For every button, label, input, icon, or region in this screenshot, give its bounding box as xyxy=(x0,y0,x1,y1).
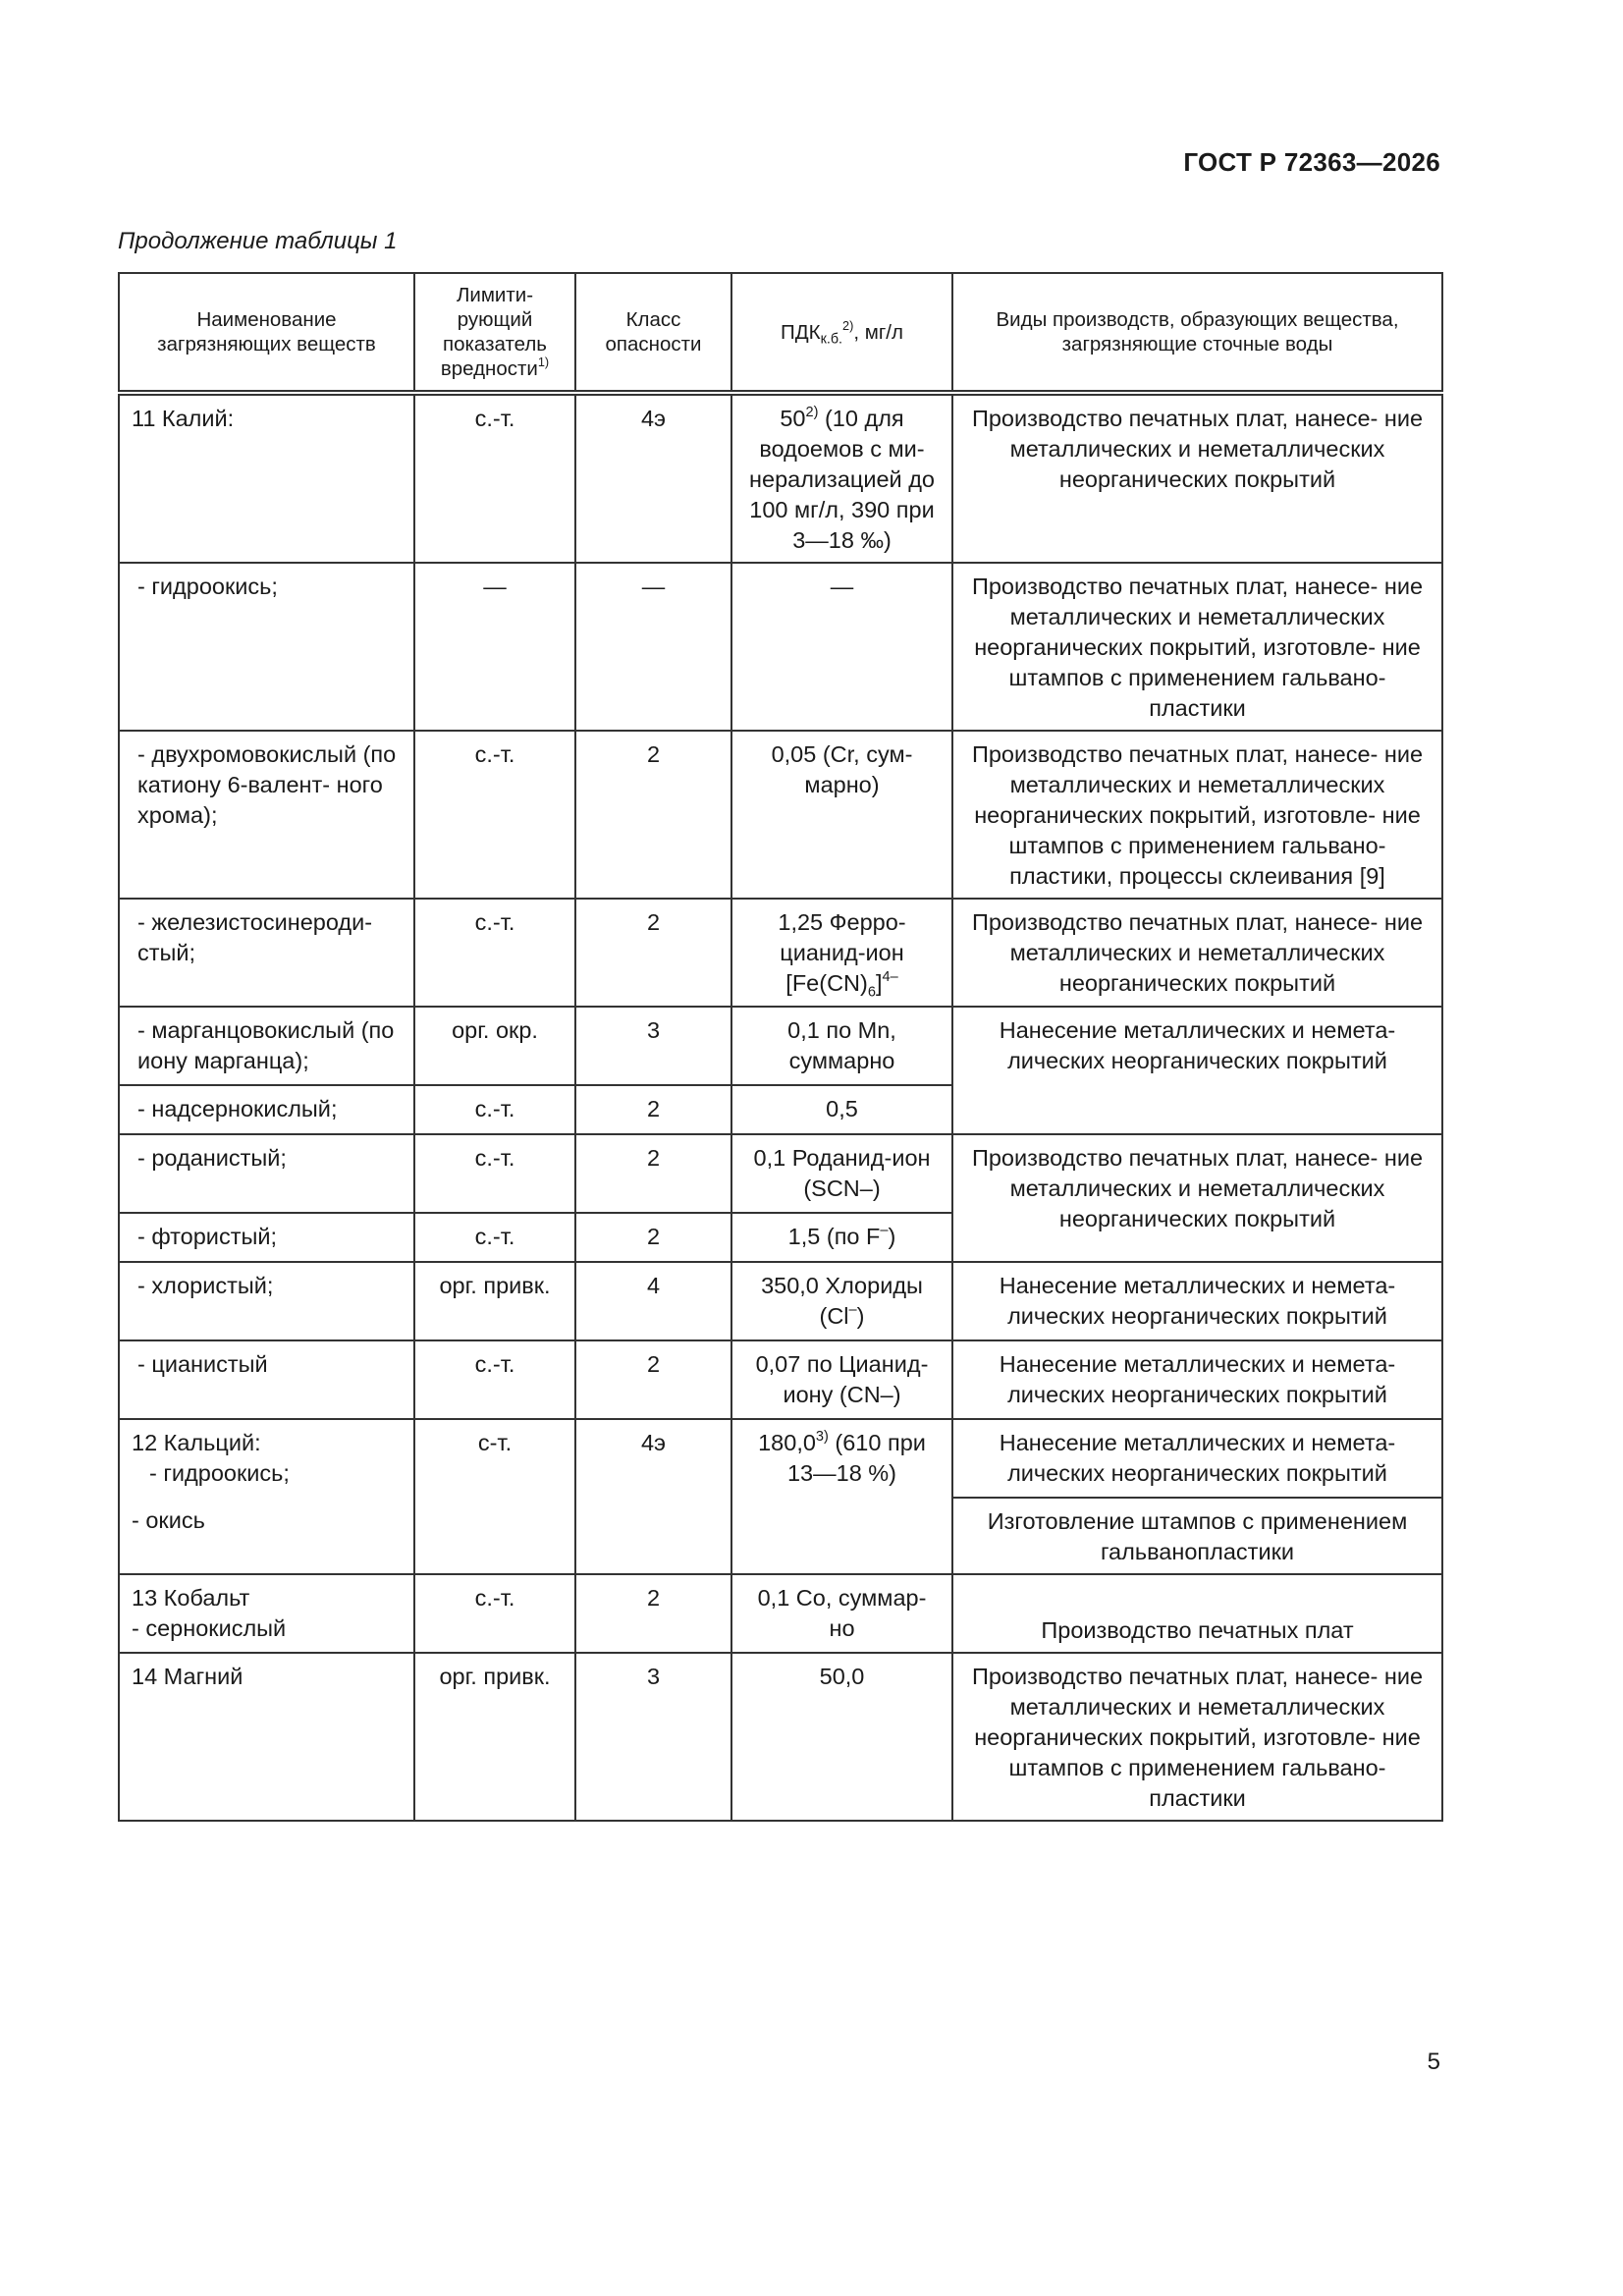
cell-name: - железистосинероди- стый; xyxy=(119,899,414,1007)
cell-limit: с.-т. xyxy=(414,1340,575,1419)
cell-production: Нанесение металлических и немета- лических неорганических покрытий xyxy=(952,1007,1442,1134)
cell-limit: — xyxy=(414,563,575,731)
cell-pdk: 0,1 Роданид-ион (SCN–) xyxy=(731,1134,952,1213)
cell-name: - окись xyxy=(119,1498,414,1574)
col-header-hazard-class: Класс опасности xyxy=(575,273,731,393)
table-row xyxy=(119,731,1442,899)
table-continuation-caption: Продолжение таблицы 1 xyxy=(118,228,398,254)
cell-name: - фтористый; xyxy=(119,1213,414,1262)
col-header-production: Виды производств, образующих вещества, загрязняющие сточные воды xyxy=(952,273,1442,393)
cell-pdk xyxy=(731,1213,952,1262)
page-number: 5 xyxy=(1427,2049,1440,2075)
cell-limit: орг. окр. xyxy=(414,1007,575,1085)
cell-name: - двухромовокислый (по катиону 6-валент- ного хрома); xyxy=(119,731,414,899)
cell-name: - марганцовокислый (по иону марганца); xyxy=(119,1007,414,1085)
cell-hazard: 2 xyxy=(575,1340,731,1419)
table-row xyxy=(119,1262,1442,1340)
table-row xyxy=(119,563,1442,731)
pdk-value: 50 xyxy=(780,406,806,431)
cell-hazard: 2 xyxy=(575,731,731,899)
cell-hazard: 2 xyxy=(575,899,731,1007)
cell-pdk: 0,1 по Mn, суммарно xyxy=(731,1007,952,1085)
cell-pdk: 0,5 xyxy=(731,1085,952,1134)
document-number: ГОСТ Р 72363—2026 xyxy=(1183,147,1440,177)
table-header-row xyxy=(119,273,1442,393)
col-header-limit xyxy=(414,273,575,393)
cell-name: - надсернокислый; xyxy=(119,1085,414,1134)
cell-limit: орг. привк. xyxy=(414,1653,575,1821)
pollutants-table xyxy=(118,272,1443,1822)
formula-subscript: 6 xyxy=(867,984,876,1001)
cell-name: - цианистый xyxy=(119,1340,414,1419)
cell-limit: орг. привк. xyxy=(414,1262,575,1340)
cell-name: - роданистый; xyxy=(119,1134,414,1213)
pdk-bracket: ) xyxy=(888,1224,896,1249)
cell-pdk: — xyxy=(731,563,952,731)
cell-limit: с.-т. xyxy=(414,1574,575,1653)
table-row xyxy=(119,1653,1442,1821)
cell-hazard: 2 xyxy=(575,1574,731,1653)
cell-pdk: 0,05 (Cr, сум- марно) xyxy=(731,731,952,899)
cell-production: Производство печатных плат, нанесе- ние металлических и неметаллических неорганических покрытий xyxy=(952,393,1442,563)
pdk-label: ПДК xyxy=(781,320,821,344)
cell-production: Производство печатных плат, нанесе- ние металлических и неметаллических неорганических покрытий, изготовле- ние штампов с применением гальвано- пластики xyxy=(952,563,1442,731)
cell-production: Нанесение металлических и немета- лических неорганических покрытий xyxy=(952,1262,1442,1340)
cell-limit: с-т. xyxy=(414,1419,575,1574)
cell-production: Производство печатных плат xyxy=(952,1574,1442,1653)
table-row xyxy=(119,1134,1442,1213)
limit-header-line: Лимити- xyxy=(456,284,534,306)
pdk-value: 1,5 (по F xyxy=(787,1224,881,1249)
table-row xyxy=(119,1340,1442,1419)
table-row xyxy=(119,1007,1442,1085)
table-row xyxy=(119,1574,1442,1653)
cell-production: Производство печатных плат, нанесе- ние металлических и неметаллических неорганических покрытий xyxy=(952,1134,1442,1262)
cell-pdk: 50,0 xyxy=(731,1653,952,1821)
cell-production: Производство печатных плат, нанесе- ние металлических и неметаллических неорганических покрытий, изготовле- ние штампов с применением гальвано- пластики, процессы склеивания [9] xyxy=(952,731,1442,899)
cell-name: 11 Калий: xyxy=(119,393,414,563)
ion-charge: 4– xyxy=(882,968,898,985)
cell-hazard: 4 xyxy=(575,1262,731,1340)
cell-hazard: — xyxy=(575,563,731,731)
pdk-value: 350,0 Хлориды (Cl xyxy=(761,1273,923,1329)
table-row xyxy=(119,899,1442,1007)
cell-pdk xyxy=(731,899,952,1007)
cell-name xyxy=(119,1574,414,1653)
pdk-value: 180,0 xyxy=(758,1430,816,1455)
pdk-bracket: ) xyxy=(856,1303,865,1329)
cell-name: 14 Магний xyxy=(119,1653,414,1821)
cell-hazard: 2 xyxy=(575,1085,731,1134)
cell-limit: с.-т. xyxy=(414,1134,575,1213)
cell-production: Нанесение металлических и немета- лических неорганических покрытий xyxy=(952,1340,1442,1419)
table-row xyxy=(119,1419,1442,1498)
cell-production: Производство печатных плат, нанесе- ние металлических и неметаллических неорганических покрытий, изготовле- ние штампов с применением гальвано- пластики xyxy=(952,1653,1442,1821)
footnote-ref: 2) xyxy=(805,404,819,420)
pdk-subscript: к.б. xyxy=(820,330,843,347)
cell-limit: с.-т. xyxy=(414,1085,575,1134)
pdk-value: 1,25 Ферро- цианид-ион [Fe(CN) xyxy=(778,909,906,996)
cell-limit: с.-т. xyxy=(414,1213,575,1262)
substance-name: 12 Кальций: xyxy=(132,1430,261,1455)
pdk-note: (610 при 13—18 %) xyxy=(786,1430,926,1486)
cell-pdk xyxy=(731,1419,952,1574)
cell-limit: с.-т. xyxy=(414,393,575,563)
cell-hazard: 4э xyxy=(575,393,731,563)
cell-name: - хлористый; xyxy=(119,1262,414,1340)
limit-header-line: рующий xyxy=(457,308,533,331)
col-header-name: Наименование загрязняющих веществ xyxy=(119,273,414,393)
pdk-unit: , мг/л xyxy=(853,320,903,344)
substance-subname: - сернокислый xyxy=(132,1615,287,1641)
cell-production: Нанесение металлических и немета- лических неорганических покрытий xyxy=(952,1419,1442,1498)
cell-pdk: 0,1 Co, суммар- но xyxy=(731,1574,952,1653)
cell-hazard: 4э xyxy=(575,1419,731,1574)
cell-hazard: 3 xyxy=(575,1007,731,1085)
cell-limit: с.-т. xyxy=(414,899,575,1007)
footnote-ref: 1) xyxy=(537,355,550,370)
footnote-ref: 3) xyxy=(815,1428,829,1445)
limit-header-line: показатель xyxy=(443,333,547,355)
footnote-ref: 2) xyxy=(842,317,854,333)
cell-name: - гидроокись; xyxy=(119,563,414,731)
cell-hazard: 3 xyxy=(575,1653,731,1821)
formula-bracket: ] xyxy=(875,970,883,996)
cell-production: Изготовление штампов с применением гальванопластики xyxy=(952,1498,1442,1574)
ion-charge: – xyxy=(880,1222,889,1238)
cell-pdk: 0,07 по Цианид- иону (CN–) xyxy=(731,1340,952,1419)
pdk-note: (10 для водоемов с ми- нерализацией до 100 мг/л, 390 при 3—18 ‰) xyxy=(749,406,935,553)
ion-charge: – xyxy=(848,1301,857,1318)
cell-hazard: 2 xyxy=(575,1134,731,1213)
limit-header-line: вредности xyxy=(440,357,538,380)
cell-production: Производство печатных плат, нанесе- ние металлических и неметаллических неорганических покрытий xyxy=(952,899,1442,1007)
cell-pdk xyxy=(731,393,952,563)
col-header-pdk xyxy=(731,273,952,393)
cell-pdk xyxy=(731,1262,952,1340)
cell-limit: с.-т. xyxy=(414,731,575,899)
substance-name: 13 Кобальт xyxy=(132,1585,250,1611)
substance-subname: - гидроокись; xyxy=(149,1460,290,1486)
cell-hazard: 2 xyxy=(575,1213,731,1262)
cell-name xyxy=(119,1419,414,1498)
table-row xyxy=(119,393,1442,563)
